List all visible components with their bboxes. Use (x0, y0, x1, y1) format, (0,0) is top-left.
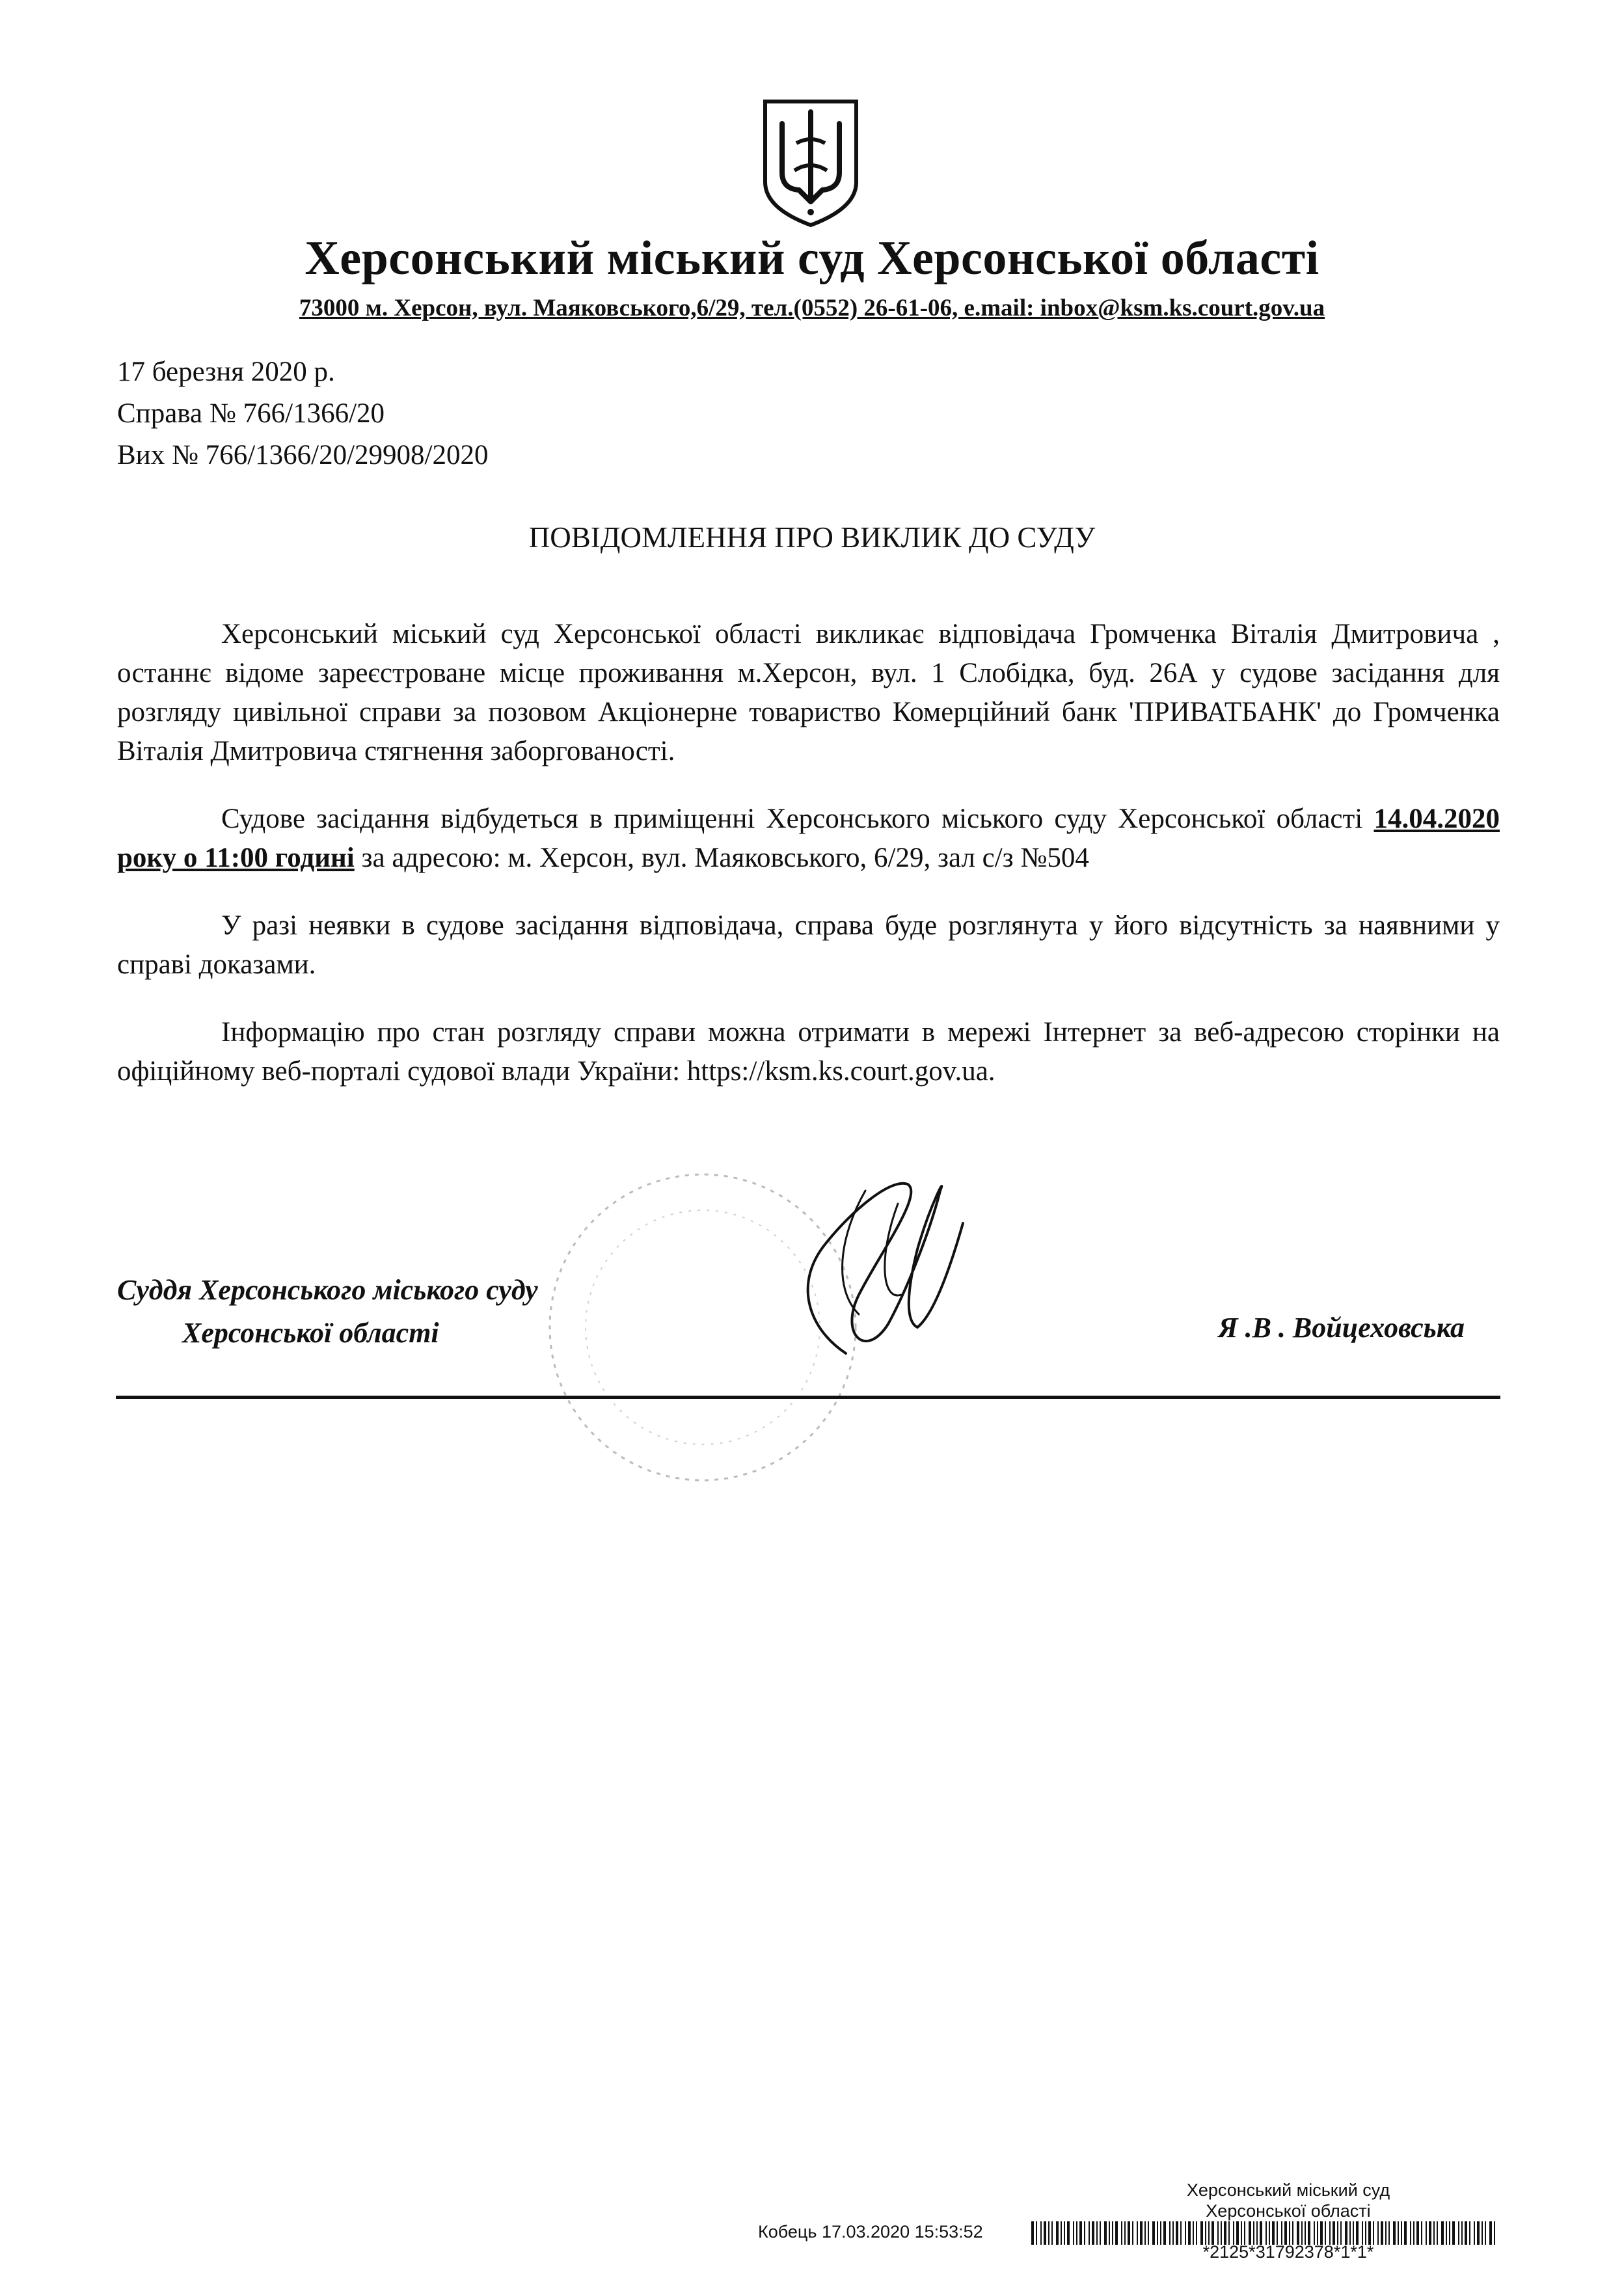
court-address: 73000 м. Херсон, вул. Маяковського,6/29, тел.(0552) 26-61-06, e.mail: inbox@ksm.ks.court.gov.ua (299, 295, 1325, 321)
registration-court-line1: Херсонський міський суд (1186, 2180, 1390, 2200)
paragraph-info: Інформацію про стан розгляду справи можна отримати в мережі Інтернет за веб-адресою сторінки на офіційному веб-порталі судової влади України: https://ksm.ks.court.gov.ua. (117, 1017, 1500, 1087)
registration-datetime: Кобець 17.03.2020 15:53:52 (758, 2222, 983, 2242)
judge-signature-icon (768, 1165, 976, 1366)
notice-title: ПОВІДОМЛЕННЯ ПРО ВИКЛИК ДО СУДУ (528, 521, 1096, 554)
registration-court-line2: Херсонської області (1206, 2201, 1371, 2221)
barcode-icon (1031, 2221, 1500, 2245)
trident-icon (759, 98, 863, 228)
case-number: Справа № 766/1366/20 (117, 398, 385, 429)
outgoing-number: Вих № 766/1366/20/29908/2020 (117, 440, 489, 470)
paragraph-summons: Херсонський міський суд Херсонської області викликає відповідача Громченка Віталія Дмитровича , останнє відоме зареєстроване місце проживання м.Херсон, вул. 1 Слобідка, буд. 26А у судове засідання для розгляду цивільної справи за позовом Акціонерне товариство Комерційний банк 'ПРИВАТБАНК' до Громченка Віталія Дмитровича стягнення заборгованості. (117, 619, 1500, 766)
hearing-datetime: 14.04.2020 року о 11:00 годині (117, 804, 1500, 873)
document-meta (117, 351, 489, 476)
judge-position-line1: Суддя Херсонського міського суду (117, 1274, 538, 1306)
paragraph-hearing (117, 800, 1500, 878)
judge-name: Я .В . Войцеховська (1218, 1312, 1465, 1344)
paragraph-absence: У разі неявки в судове засідання відповідача, справа буде розглянута у його відсутність за наявними у справі доказами. (117, 910, 1500, 980)
notice-body (117, 615, 1500, 1120)
hearing-location-text: Судове засідання відбудеться в приміщенні Херсонського міського суду Херсонської області (221, 804, 1374, 834)
judge-position (117, 1269, 538, 1355)
hearing-address-text: за адресою: м. Херсон, вул. Маяковського, 6/29, зал с/з №504 (354, 843, 1089, 873)
judge-position-line2: Херсонської області (182, 1317, 439, 1349)
registration-court (1152, 2180, 1425, 2221)
document-date: 17 березня 2020 р. (117, 357, 335, 387)
signature-divider (116, 1396, 1500, 1399)
court-name-heading: Херсонський міський суд Херсонської області (304, 232, 1320, 285)
barcode-number: *2125*31792378*1*1* (1202, 2242, 1374, 2262)
